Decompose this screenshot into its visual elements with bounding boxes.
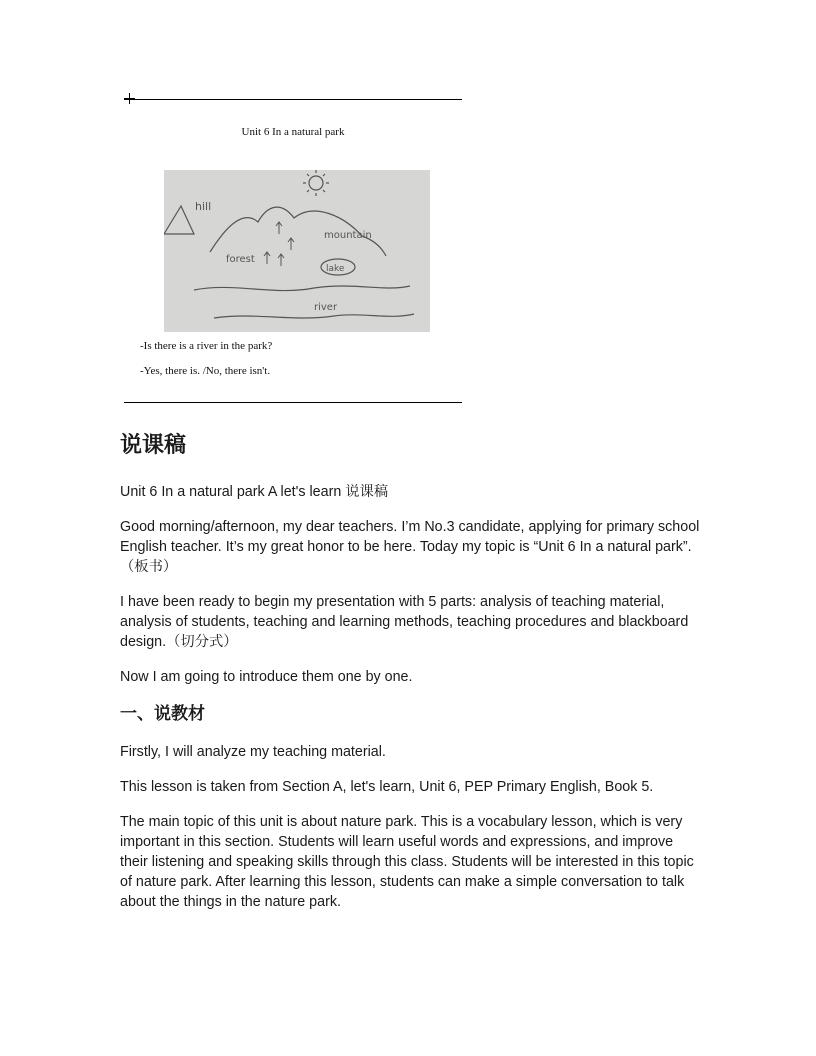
river-label: river [314, 302, 338, 313]
header-rule [124, 99, 462, 100]
document-title: 说课稿 [120, 433, 187, 458]
hill-drawing [164, 206, 194, 234]
mountain-label: mountain [324, 230, 372, 241]
section-paragraph-1: Firstly, I will analyze my teaching material. [120, 744, 386, 760]
figure-caption: Unit 6 In a natural park [241, 126, 345, 138]
document-body [120, 430, 700, 927]
section-heading: 一、说教材 [120, 704, 205, 724]
intro-paragraph-2: I have been ready to begin my presentation with 5 parts: analysis of teaching material, analysis of students, teaching and learning methods, teaching procedures and blackboard design.（切分式） [120, 594, 689, 650]
hill-label: hill [195, 200, 212, 213]
figure-question: -Is there is a river in the park? [140, 340, 273, 352]
forest-label: forest [226, 254, 255, 265]
document-subtitle: Unit 6 In a natural park A let's learn 说课稿 [120, 484, 389, 500]
blackboard-sketch-image [164, 170, 430, 332]
river-drawing [194, 286, 414, 318]
footer-rule [124, 402, 462, 403]
section-paragraph-2: This lesson is taken from Section A, let's learn, Unit 6, PEP Primary English, Book 5. [120, 779, 654, 795]
section-paragraph-3: The main topic of this unit is about nature park. This is a vocabulary lesson, which is very important in this section. Students will learn useful words and expressions, and improve their listening and speaking skills through this class. Students will be interested in this topic of nature park. After learning this lesson, students can make a simple conversation to talk about the things in the nature park. [120, 814, 694, 910]
forest-trees-drawing [264, 222, 294, 266]
figure-answer: -Yes, there is. /No, there isn't. [140, 365, 271, 377]
intro-paragraph-3: Now I am going to introduce them one by one. [120, 669, 413, 685]
sun-drawing [303, 170, 329, 196]
lake-label: lake [326, 264, 345, 274]
intro-paragraph-1: Good morning/afternoon, my dear teachers. I’m No.3 candidate, applying for primary school English teacher. It’s my great honor to be here. Today my topic is “Unit 6 In a natural park”.（板书） [120, 519, 700, 575]
